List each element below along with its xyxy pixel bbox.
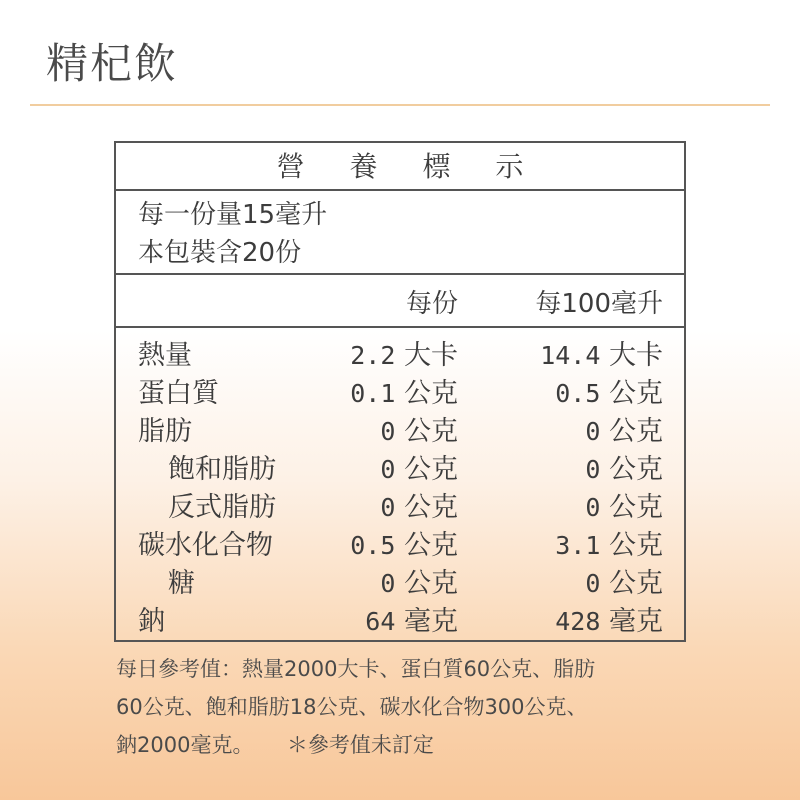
column-header-per-serving: 每份	[405, 289, 458, 319]
per-100ml-number: 0	[585, 493, 601, 522]
per-serving-value	[380, 489, 458, 527]
product-title: 精杞飲	[46, 39, 179, 88]
per-serving-unit: 公克	[404, 530, 458, 561]
footnote-line: 鈉2000毫克。	[116, 733, 254, 757]
label-heading: 營 養 標 示	[276, 150, 542, 183]
per-serving-unit: 大卡	[404, 340, 458, 371]
per-100ml-value	[585, 413, 663, 451]
per-serving-value	[365, 603, 458, 641]
nutrient-name: 反式脂肪	[168, 492, 276, 523]
nutrient-name: 鈉	[138, 606, 165, 637]
per-100ml-value	[555, 527, 663, 565]
per-100ml-value	[585, 565, 663, 603]
nutrient-row	[116, 375, 684, 413]
per-serving-number: 0	[380, 569, 396, 598]
per-100ml-number: 0	[585, 569, 601, 598]
per-100ml-value	[585, 451, 663, 489]
per-100ml-number: 0	[585, 455, 601, 484]
daily-reference-footnote	[116, 650, 696, 764]
per-serving-value	[380, 565, 458, 603]
per-100ml-number: 0	[585, 417, 601, 446]
per-100ml-number: 3.1	[555, 531, 601, 560]
servings-per-pack: 本包裝含20份	[138, 238, 302, 268]
per-serving-number: 0	[380, 417, 396, 446]
nutrient-row	[116, 527, 684, 565]
per-100ml-number: 14.4	[540, 341, 601, 370]
per-serving-unit: 公克	[404, 568, 458, 599]
per-serving-number: 64	[365, 607, 396, 636]
heading-divider	[116, 189, 684, 191]
nutrient-row	[116, 565, 684, 603]
per-serving-unit: 公克	[404, 416, 458, 447]
footnote-line: 每日參考值：熱量2000大卡、蛋白質60公克、脂肪	[116, 657, 596, 681]
per-100ml-value	[555, 603, 663, 641]
nutrient-name: 熱量	[138, 340, 192, 371]
per-100ml-unit: 毫克	[609, 606, 663, 637]
per-serving-number: 0	[380, 455, 396, 484]
nutrient-row	[116, 489, 684, 527]
footnote-note: ＊參考值未訂定	[286, 733, 434, 757]
per-serving-unit: 公克	[404, 454, 458, 485]
per-100ml-value	[540, 337, 663, 375]
per-100ml-unit: 大卡	[609, 340, 663, 371]
per-100ml-value	[585, 489, 663, 527]
nutrient-name: 飽和脂肪	[168, 454, 276, 485]
nutrient-row	[116, 451, 684, 489]
per-serving-value	[350, 337, 458, 375]
per-100ml-unit: 公克	[609, 492, 663, 523]
nutrient-row	[116, 603, 684, 641]
per-serving-number: 2.2	[350, 341, 396, 370]
column-header-divider	[116, 326, 684, 328]
per-serving-value	[380, 451, 458, 489]
per-100ml-unit: 公克	[609, 454, 663, 485]
per-100ml-value	[555, 375, 663, 413]
footnote-line-3	[116, 726, 696, 764]
nutrient-name: 蛋白質	[138, 378, 219, 409]
per-serving-value	[350, 375, 458, 413]
per-serving-number: 0	[380, 493, 396, 522]
per-serving-value	[350, 527, 458, 565]
title-divider	[30, 104, 770, 106]
per-serving-unit: 公克	[404, 492, 458, 523]
nutrient-row	[116, 337, 684, 375]
nutrition-label	[114, 141, 686, 642]
per-100ml-unit: 公克	[609, 416, 663, 447]
nutrient-name: 碳水化合物	[138, 530, 273, 561]
column-header-per-100ml: 每100毫升	[535, 289, 663, 319]
serving-size: 每一份量15毫升	[138, 200, 328, 230]
serving-divider	[116, 273, 684, 275]
per-100ml-unit: 公克	[609, 378, 663, 409]
footnote-line: 60公克、飽和脂肪18公克、碳水化合物300公克、	[116, 695, 588, 719]
per-serving-number: 0.1	[350, 379, 396, 408]
per-serving-unit: 毫克	[404, 606, 458, 637]
per-100ml-number: 0.5	[555, 379, 601, 408]
per-100ml-number: 428	[555, 607, 601, 636]
per-serving-number: 0.5	[350, 531, 396, 560]
nutrient-name: 脂肪	[138, 416, 192, 447]
nutrient-row	[116, 413, 684, 451]
nutrient-name: 糖	[168, 568, 195, 599]
per-serving-value	[380, 413, 458, 451]
per-100ml-unit: 公克	[609, 568, 663, 599]
per-100ml-unit: 公克	[609, 530, 663, 561]
per-serving-unit: 公克	[404, 378, 458, 409]
